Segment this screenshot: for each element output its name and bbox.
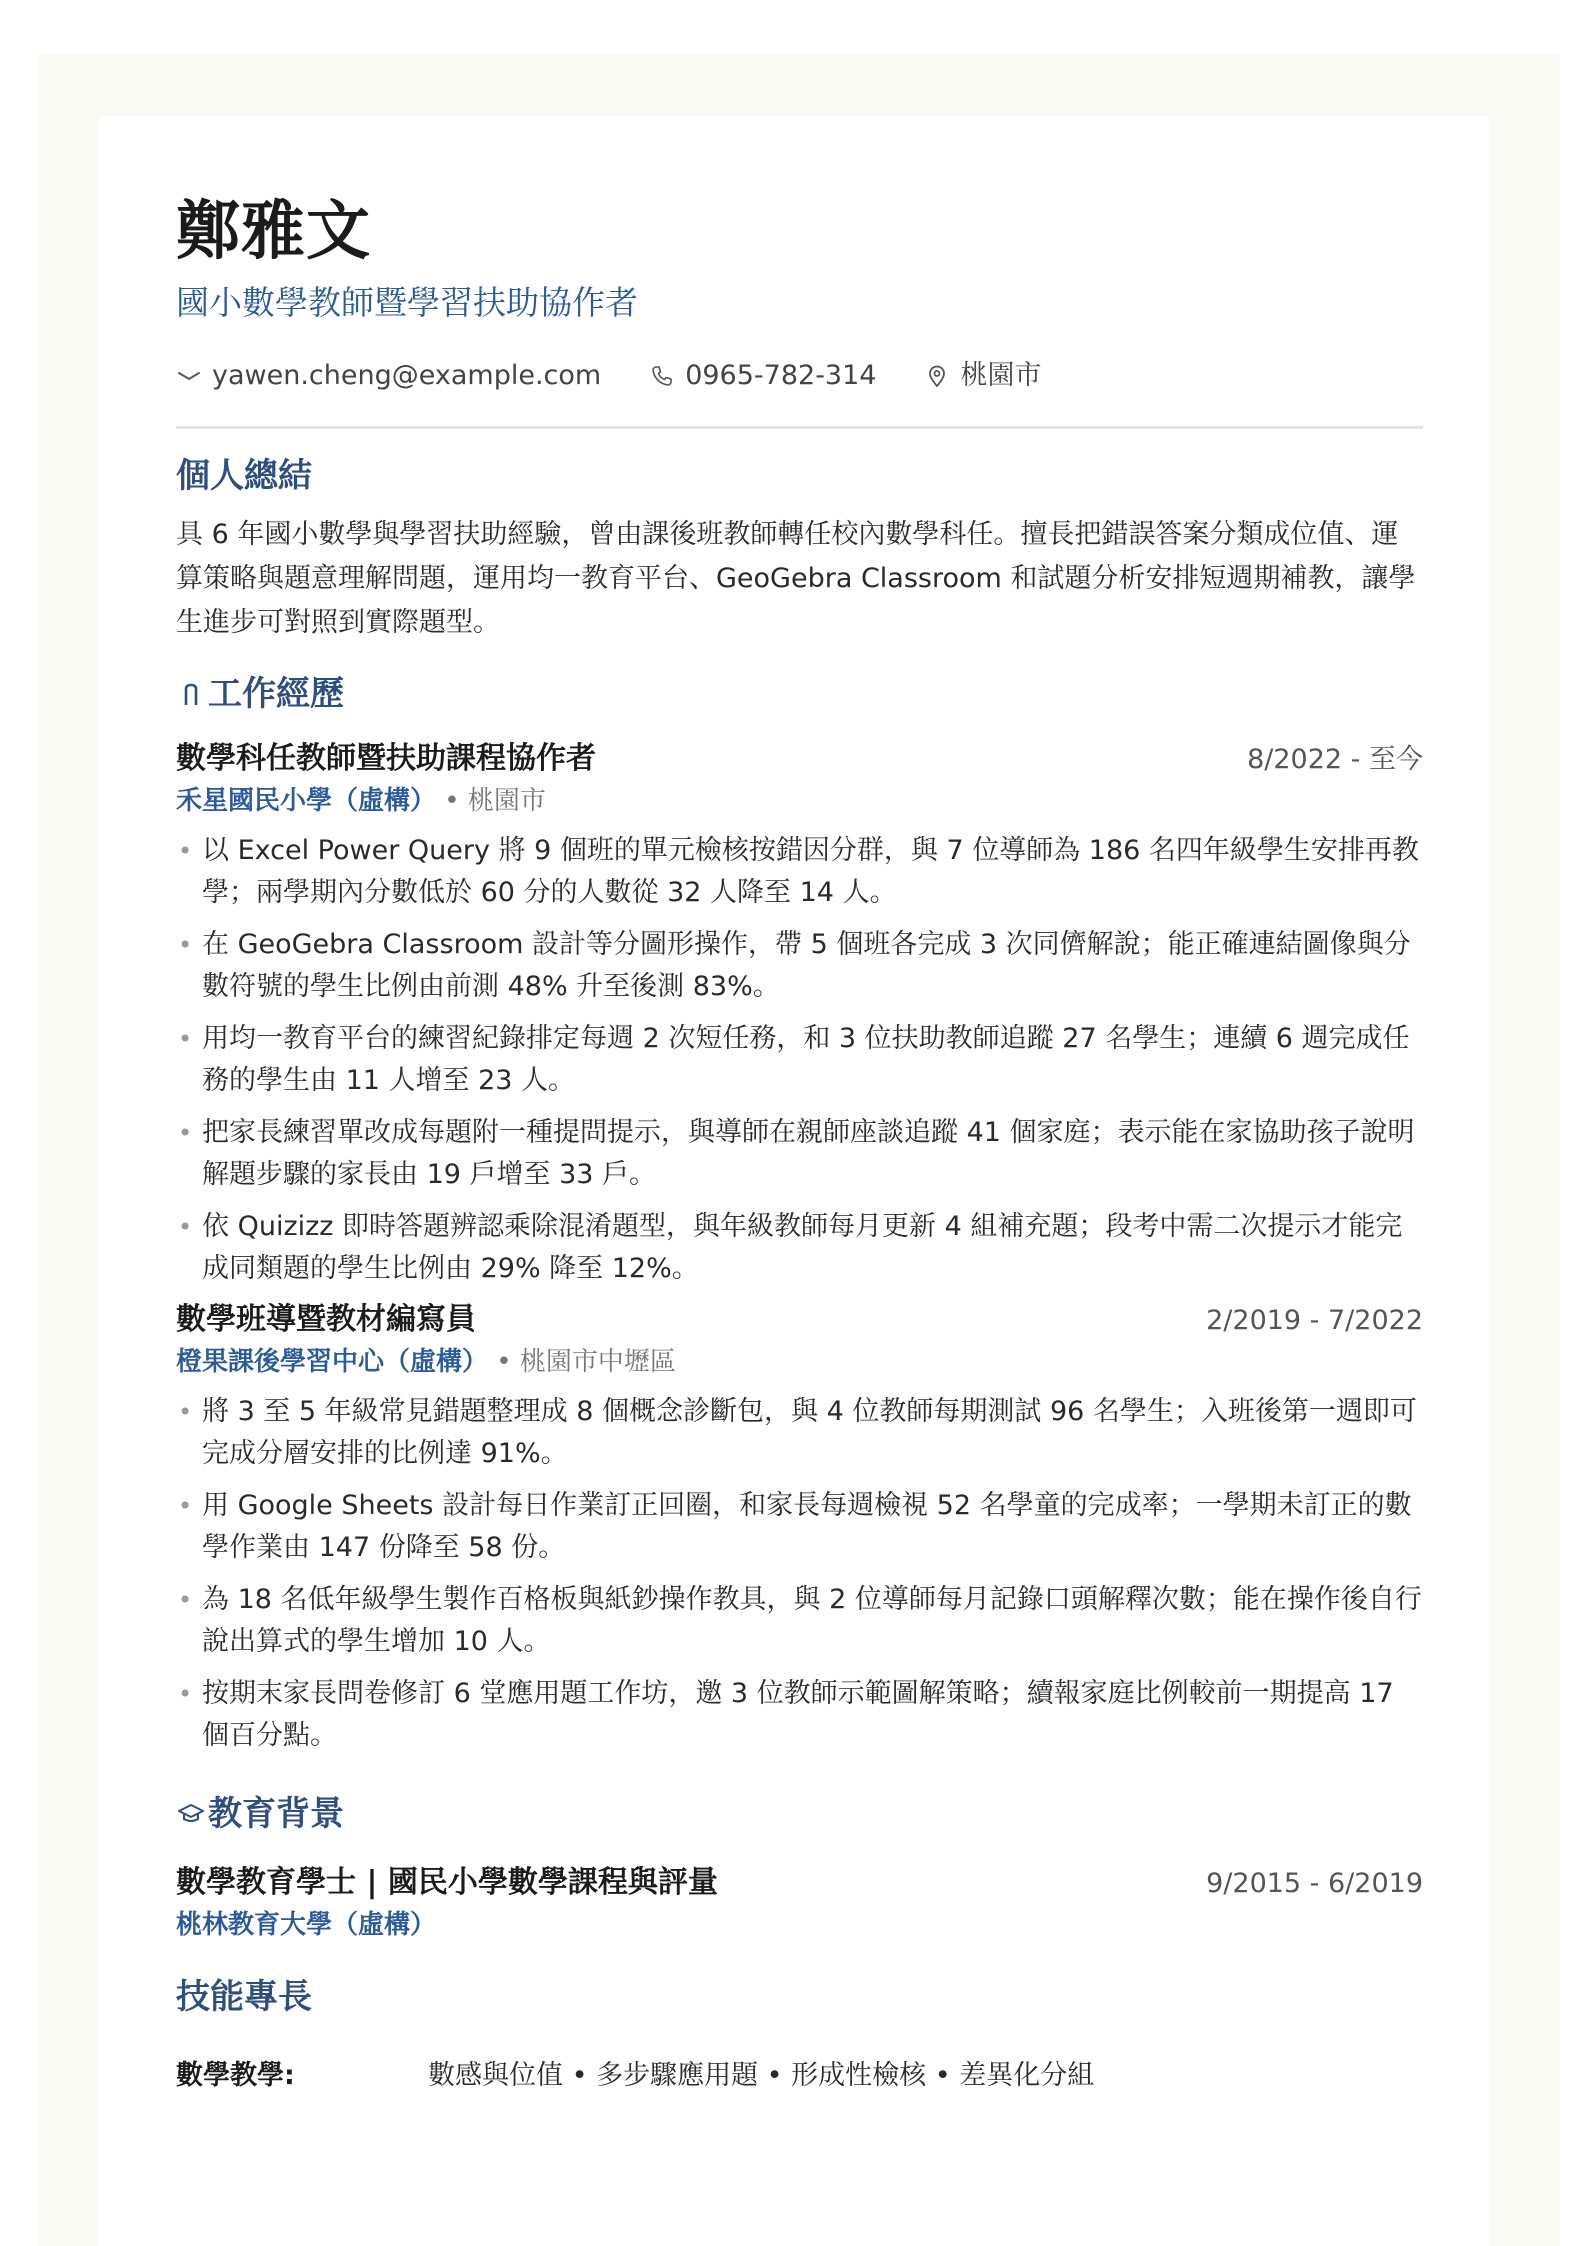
job-location: • 桃園市 bbox=[444, 786, 546, 816]
job-bullet: • 把家長練習單改成每題附一種提問提示，與導師在親師座談追蹤 41 個家庭；表示能在家協助孩子說明解題步驟的家長由 19 戶增至 33 戶。 bbox=[176, 1112, 1423, 1196]
contact-location bbox=[924, 358, 1041, 394]
email-text[interactable]: yawen.cheng@example.com bbox=[212, 360, 602, 391]
section-title-skills: 技能專長 bbox=[176, 1977, 312, 2017]
briefcase-icon bbox=[176, 679, 206, 709]
resume-role: 國小數學教師暨學習扶助協作者 bbox=[176, 283, 638, 322]
job-entry bbox=[176, 739, 1423, 1290]
contact-phone bbox=[649, 358, 876, 394]
education-degree: 數學教育學士 | 國民小學數學課程與評量 bbox=[176, 1865, 718, 1900]
job-bullets bbox=[176, 830, 1423, 1290]
job-bullet: • 在 GeoGebra Classroom 設計等分圖形操作，帶 5 個班各完成 3 次同儕解說；能正確連結圖像與分數符號的學生比例由前測 48% 升至後測 83%。 bbox=[176, 924, 1423, 1008]
contact-bar bbox=[176, 358, 1423, 394]
skills-row bbox=[176, 2056, 1423, 2096]
job-bullet: • 按期末家長問卷修訂 6 堂應用題工作坊，邀 3 位教師示範圖解策略；續報家庭比例較前一期提高 17 個百分點。 bbox=[176, 1673, 1423, 1757]
job-date: 8/2022 - 至今 bbox=[1247, 744, 1423, 775]
summary-text: 具 6 年國小數學與學習扶助經驗，曾由課後班教師轉任校內數學科任。擅長把錯誤答案分類成位值、運算策略與題意理解問題，運用均一教育平台、GeoGebra Classroom 和試題分析安排短週期補教，讓學生進步可對照到實際題型。 bbox=[176, 519, 1416, 638]
skills-value: 數感與位值 • 多步驟應用題 • 形成性檢核 • 差異化分組 bbox=[428, 2060, 1095, 2091]
resume-page bbox=[99, 116, 1489, 2246]
location-text: 桃園市 bbox=[960, 360, 1042, 391]
job-bullet: • 依 Quizizz 即時答題辨認乘除混淆題型，與年級教師每月更新 4 組補充題；段考中需二次提示才能完成同類題的學生比例由 29% 降至 12%。 bbox=[176, 1206, 1423, 1290]
job-bullet: • 用 Google Sheets 設計每日作業訂正回圈，和家長每週檢視 52 名學童的完成率；一學期未訂正的數學作業由 147 份降至 58 份。 bbox=[176, 1485, 1423, 1569]
job-title: 數學班導暨教材編寫員 bbox=[176, 1302, 476, 1337]
job-bullet: • 將 3 至 5 年級常見錯題整理成 8 個概念診斷包，與 4 位教師每期測試 96 名學生；入班後第一週即可完成分層安排的比例達 91%。 bbox=[176, 1391, 1423, 1475]
job-bullets bbox=[176, 1391, 1423, 1757]
map-pin-icon bbox=[924, 363, 950, 389]
header-divider bbox=[176, 426, 1423, 429]
graduation-cap-icon bbox=[176, 1799, 206, 1829]
education-entry bbox=[176, 1863, 1423, 1944]
section-title-experience: 工作經歷 bbox=[176, 671, 1423, 717]
job-org: 禾星國民小學（虛構） bbox=[176, 786, 437, 816]
job-bullet: • 以 Excel Power Query 將 9 個班的單元檢核按錯因分群，與 7 位導師為 186 名四年級學生安排再教學；兩學期內分數低於 60 分的人數從 32 人降至 14 人。 bbox=[176, 830, 1423, 914]
education-date: 9/2015 - 6/2019 bbox=[1206, 1868, 1423, 1899]
job-bullet: • 為 18 名低年級學生製作百格板與紙鈔操作教具，與 2 位導師每月記錄口頭解釋次數；能在操作後自行說出算式的學生增加 10 人。 bbox=[176, 1579, 1423, 1663]
section-title-education: 教育背景 bbox=[176, 1791, 1423, 1837]
mail-icon bbox=[176, 363, 202, 389]
phone-icon bbox=[649, 363, 675, 389]
job-location: • 桃園市中壢區 bbox=[496, 1347, 676, 1377]
section-title-summary: 個人總結 bbox=[176, 456, 312, 496]
phone-text[interactable]: 0965-782-314 bbox=[685, 360, 877, 391]
job-date: 2/2019 - 7/2022 bbox=[1206, 1305, 1423, 1336]
resume-content bbox=[176, 190, 1423, 2096]
job-entry bbox=[176, 1300, 1423, 1757]
education-school: 桃林教育大學（虛構） bbox=[176, 1910, 437, 1940]
skills-label: 數學教學: bbox=[176, 2060, 295, 2091]
job-org: 橙果課後學習中心（虛構） bbox=[176, 1347, 489, 1377]
contact-email bbox=[176, 358, 601, 394]
job-bullet: • 用均一教育平台的練習紀錄排定每週 2 次短任務，和 3 位扶助教師追蹤 27 名學生；連續 6 週完成任務的學生由 11 人增至 23 人。 bbox=[176, 1018, 1423, 1102]
resume-name: 鄭雅文 bbox=[176, 195, 371, 269]
job-title: 數學科任教師暨扶助課程協作者 bbox=[176, 741, 596, 776]
